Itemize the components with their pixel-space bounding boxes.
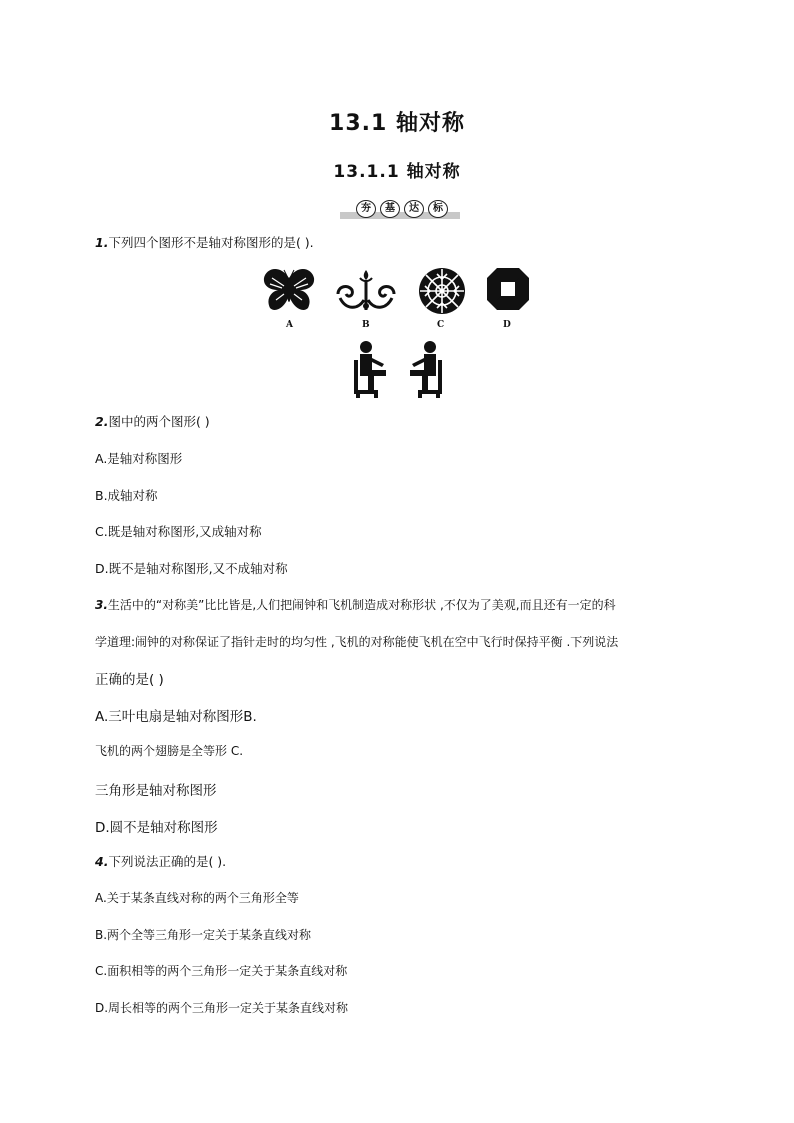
question-text-line: 正确的是( ) bbox=[95, 672, 164, 688]
question-text: 下列四个图形不是轴对称图形的是( ). bbox=[108, 235, 314, 250]
question-text: 生活中的“对称美”比比皆是,人们把闹钟和飞机制造成对称形状 ,不仅为了美观,而且还有一定的科 bbox=[107, 598, 616, 612]
badge-char: 夯 bbox=[356, 200, 376, 218]
answer-option: 飞机的两个翅膀是全等形 C. bbox=[95, 744, 244, 758]
option-label: D bbox=[503, 320, 511, 330]
question-2 bbox=[95, 412, 210, 430]
answer-option: D.圆不是轴对称图形 bbox=[95, 820, 218, 836]
answer-option: A.是轴对称图形 bbox=[95, 451, 183, 466]
answer-option: 三角形是轴对称图形 bbox=[95, 783, 217, 799]
answer-option: A.三叶电扇是轴对称图形B. bbox=[95, 709, 257, 725]
ornament-figure bbox=[334, 268, 398, 314]
question-number: 1. bbox=[95, 235, 109, 250]
question-4 bbox=[95, 852, 226, 870]
answer-option: D.周长相等的两个三角形一定关于某条直线对称 bbox=[95, 1001, 349, 1015]
question-text-line: 学道理:闹钟的对称保证了指针走时的均匀性 ,飞机的对称能使飞机在空中飞行时保持平衡 .下列说法 bbox=[95, 635, 619, 649]
answer-option: D.既不是轴对称图形,又不成轴对称 bbox=[95, 561, 288, 576]
answer-option: B.两个全等三角形一定关于某条直线对称 bbox=[95, 928, 312, 942]
badge-char: 基 bbox=[380, 200, 400, 218]
option-label: B bbox=[362, 320, 370, 330]
badge-char: 达 bbox=[404, 200, 424, 218]
page-subtitle: 13.1.1 轴对称 bbox=[333, 162, 461, 182]
question-number: 3. bbox=[95, 598, 108, 612]
answer-option: B.成轴对称 bbox=[95, 488, 158, 503]
square-logo-figure bbox=[485, 266, 531, 312]
question-number: 4. bbox=[95, 854, 109, 869]
question-text: 图中的两个图形( ) bbox=[108, 414, 210, 429]
question-1 bbox=[95, 233, 314, 251]
badge-char: 标 bbox=[428, 200, 448, 218]
question-text: 下列说法正确的是( ). bbox=[108, 854, 227, 869]
answer-option: C.既是轴对称图形,又成轴对称 bbox=[95, 524, 262, 539]
question-3 bbox=[95, 596, 616, 613]
answer-option: C.面积相等的两个三角形一定关于某条直线对称 bbox=[95, 964, 348, 978]
butterfly-figure bbox=[262, 266, 316, 314]
page-title: 13.1 轴对称 bbox=[329, 111, 465, 136]
section-badge bbox=[340, 200, 460, 220]
two-seated-people-figure bbox=[350, 340, 446, 398]
question-number: 2. bbox=[95, 414, 109, 429]
answer-option: A.关于某条直线对称的两个三角形全等 bbox=[95, 891, 299, 905]
option-label: A bbox=[286, 320, 293, 330]
option-label: C bbox=[437, 320, 445, 330]
snowflake-figure bbox=[417, 266, 467, 316]
